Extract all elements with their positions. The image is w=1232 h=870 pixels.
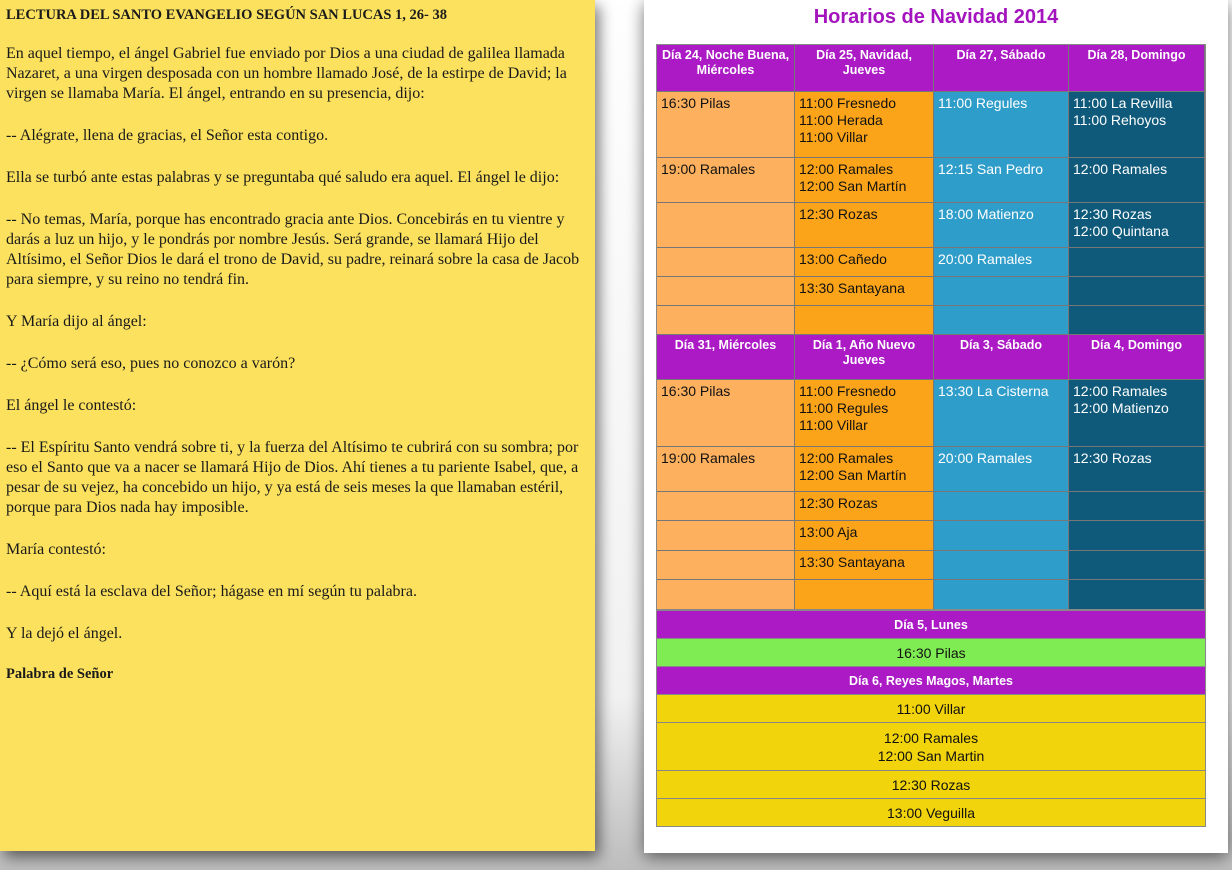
day-header: Día 24, Noche Buena, Miércoles: [657, 45, 794, 91]
schedule-cell: [657, 277, 794, 305]
schedule-cell: 20:00 Ramales: [934, 447, 1068, 491]
schedule-cell: [934, 306, 1068, 334]
reading-paragraph: Y la dejó el ángel.: [6, 625, 123, 642]
schedule-cell: [1069, 277, 1204, 305]
schedule-cell: 12:00 Ramales 12:00 San Martín: [795, 447, 933, 491]
schedule-cell: 19:00 Ramales: [657, 158, 794, 202]
reading-closing: Palabra de Señor: [6, 666, 114, 682]
schedule-cell: 11:00 Fresnedo 11:00 Herada 11:00 Villar: [795, 92, 933, 157]
schedule-title: Horarios de Navidad 2014: [813, 6, 1059, 28]
reading-paragraph: Y María dijo al ángel:: [6, 313, 147, 330]
schedule-cell: [1069, 306, 1204, 334]
schedule-cell: [1069, 580, 1204, 609]
schedule-entry: 12:00 Ramales 12:00 San Martin: [657, 722, 1205, 770]
schedule-cell: 12:00 Ramales 12:00 San Martín: [795, 158, 933, 202]
schedule-entry: 16:30 Pilas: [657, 638, 1205, 666]
schedule-cell: 11:00 Fresnedo 11:00 Regules 11:00 Villar: [795, 380, 933, 446]
schedule-cell: 16:30 Pilas: [657, 380, 794, 446]
schedule-cell: 12:30 Rozas 12:00 Quintana: [1069, 203, 1204, 247]
reading-paragraph: -- Aquí está la esclava del Señor; hágase en mí según tu palabra.: [6, 583, 417, 600]
schedule-cell: [795, 306, 933, 334]
schedule-cell: 12:15 San Pedro: [934, 158, 1068, 202]
day-header: Día 5, Lunes: [657, 610, 1205, 638]
schedule-cell: 13:00 Cañedo: [795, 248, 933, 276]
reading-paragraph: Ella se turbó ante estas palabras y se preguntaba qué saludo era aquel. El ángel le dijo:: [6, 169, 560, 186]
schedule-cell: 12:00 Ramales: [1069, 158, 1204, 202]
schedule-cell: [934, 277, 1068, 305]
schedule-entry: 11:00 Villar: [657, 694, 1205, 722]
schedule-cell: 20:00 Ramales: [934, 248, 1068, 276]
schedule-cell: [1069, 521, 1204, 550]
schedule-cell: 13:30 Santayana: [795, 551, 933, 579]
day-header: Día 3, Sábado: [934, 335, 1068, 379]
reading-paragraph: -- El Espíritu Santo vendrá sobre ti, y la fuerza del Altísimo te cubrirá con su sombra; por eso el Santo que va a nacer se llamará Hijo de Dios. Ahí tienes a tu pariente Isabel, que, a pesar de su vejez, ha concebido un hijo, y ya está de seis meses la que llamaban estéril, porque para Dios nada hay imposible.: [6, 439, 579, 516]
christmas-schedule-panel: [644, 0, 1228, 853]
day-header: Día 6, Reyes Magos, Martes: [657, 666, 1205, 694]
schedule-cell: [934, 551, 1068, 579]
schedule-cell: [657, 248, 794, 276]
schedule-cell: 11:00 Regules: [934, 92, 1068, 157]
schedule-cell: 12:00 Ramales 12:00 Matienzo: [1069, 380, 1204, 446]
schedule-cell: [1069, 492, 1204, 520]
schedule-cell: 13:30 Santayana: [795, 277, 933, 305]
schedule-cell: [657, 306, 794, 334]
day-header: Día 25, Navidad, Jueves: [795, 45, 933, 91]
schedule-cell: 16:30 Pilas: [657, 92, 794, 157]
schedule-cell: [657, 521, 794, 550]
schedule-cell: [657, 551, 794, 579]
schedule-cell: 12:30 Rozas: [795, 203, 933, 247]
schedule-cell: [657, 203, 794, 247]
schedule-cell: [934, 580, 1068, 609]
schedule-entry: 12:30 Rozas: [657, 770, 1205, 798]
schedule-cell: [934, 521, 1068, 550]
schedule-cell: 19:00 Ramales: [657, 447, 794, 491]
schedule-cell: [934, 492, 1068, 520]
gospel-reading-panel: [0, 0, 595, 851]
schedule-cell: 12:30 Rozas: [1069, 447, 1204, 491]
schedule-cell: [795, 580, 933, 609]
schedule-entry: 13:00 Veguilla: [657, 798, 1205, 826]
reading-title: LECTURA DEL SANTO EVANGELIO SEGÚN SAN LUCAS 1, 26- 38: [6, 7, 448, 23]
reading-paragraph: -- ¿Cómo será eso, pues no conozco a varón?: [6, 355, 296, 372]
schedule-cell: 12:30 Rozas: [795, 492, 933, 520]
day-header: Día 28, Domingo: [1069, 45, 1204, 91]
schedule-cell: [657, 580, 794, 609]
reading-paragraph: -- Alégrate, llena de gracias, el Señor esta contigo.: [6, 127, 329, 144]
schedule-grid: [656, 44, 1206, 610]
day-header: Día 1, Año Nuevo Jueves: [795, 335, 933, 379]
schedule-cell: 13:30 La Cisterna: [934, 380, 1068, 446]
reading-paragraph: En aquel tiempo, el ángel Gabriel fue enviado por Dios a una ciudad de galilea llamada Nazaret, a una virgen desposada con un hombre llamado José, de la estirpe de David; la virgen se llamaba María. El ángel, entrando en su presencia, dijo:: [6, 45, 567, 102]
day-header: Día 31, Miércoles: [657, 335, 794, 379]
schedule-cell: [1069, 248, 1204, 276]
reading-paragraph: El ángel le contestó:: [6, 397, 137, 414]
schedule-cell: 13:00 Aja: [795, 521, 933, 550]
schedule-cell: 11:00 La Revilla 11:00 Rehoyos: [1069, 92, 1204, 157]
schedule-cell: [657, 492, 794, 520]
day-header: Día 27, Sábado: [934, 45, 1068, 91]
schedule-bottom-days: [656, 610, 1206, 827]
reading-paragraph: María contestó:: [6, 541, 106, 558]
day-header: Día 4, Domingo: [1069, 335, 1204, 379]
reading-paragraph: -- No temas, María, porque has encontrado gracia ante Dios. Concebirás en tu vientre y darás a luz un hijo, y le pondrás por nombre Jesús. Será grande, se llamará Hijo del Altísimo, el Señor Dios le dará el trono de David, su padre, reinará sobre la casa de Jacob para siempre, y su reino no tendrá fin.: [6, 211, 580, 288]
schedule-cell: [1069, 551, 1204, 579]
schedule-cell: 18:00 Matienzo: [934, 203, 1068, 247]
